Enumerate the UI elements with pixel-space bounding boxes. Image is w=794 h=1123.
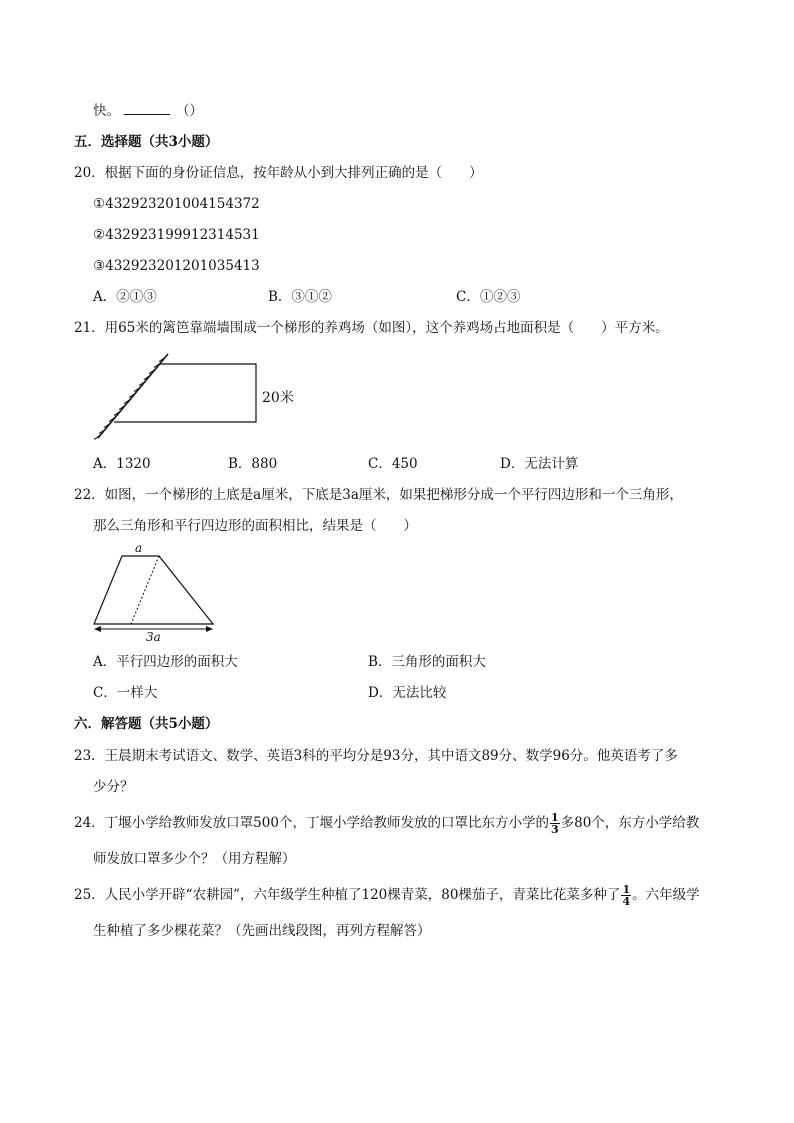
option-d: D．无法比较 [368,685,447,701]
option-a: A．②①③ [93,289,157,305]
stem-text: 。六年级学 [632,887,700,903]
section-title: 六．解答题（共5小题） [74,716,219,732]
option-a: A．1320 [93,456,151,472]
question-stem: 23．王晨期末考试语文、数学、英语3科的平均分是93分，其中语文89分、数学96分。他英语考了多 [74,748,678,764]
fraction-numerator: 1 [622,883,631,896]
stem-text: 25．人民小学开辟“农耕园”，六年级学生种植了120棵青菜，80棵茄子，青菜比花菜多种了 [74,887,621,903]
question-stem [74,884,700,907]
carry-line-text: 快。 [93,103,120,119]
question-stem-continued: 那么三角形和平行四边形的面积相比，结果是（ ） [93,518,417,534]
question-stem-continued: 少分？ [93,779,134,795]
option-b: B．③①② [268,289,332,305]
option-c: C．①②③ [456,289,521,305]
top-base-label: a [135,541,143,555]
answer-paren: （） [176,103,203,119]
fraction-numerator: 1 [550,811,559,824]
option-c: C．450 [368,456,418,472]
question-stem: 20．根据下面的身份证信息，按年龄从小到大排列正确的是（ ） [74,165,483,181]
question-stem: 22．如图，一个梯形的上底是a厘米，下底是3a厘米，如果把梯形分成一个平行四边形和一个三角形， [74,487,683,503]
question-stem: 21．用65米的篱笆靠端墙围成一个梯形的养鸡场（如图），这个养鸡场占地面积是（ ）平方米。 [74,320,669,336]
id-number-3: ③432923201201035413 [93,258,260,274]
option-b: B．三角形的面积大 [368,654,486,670]
bottom-base-label: 3a [146,630,161,644]
question-stem [74,812,699,835]
question-stem-continued: 师发放口罩多少个？（用方程解） [93,851,296,867]
section-title: 五．选择题（共3小题） [74,134,219,150]
stem-text: 多80个，东方小学给教 [560,815,700,831]
option-c: C．一样大 [93,685,158,701]
fraction-denominator: 4 [622,895,631,908]
question-stem-continued: 生种植了多少棵花菜？（先画出线段图，再列方程解答） [93,923,431,939]
id-number-1: ①432923201004154372 [93,196,260,212]
fraction [550,812,560,835]
stem-text: 24．丁堰小学给教师发放口罩500个，丁堰小学给教师发放的口罩比东方小学的 [74,815,549,831]
carry-line [93,101,203,121]
height-label: 20米 [262,390,294,406]
fraction-denominator: 3 [550,823,559,836]
trapezoid-wall-figure [90,346,310,446]
id-number-2: ②432923199912314531 [93,227,260,243]
fraction [621,884,631,907]
option-a: A．平行四边形的面积大 [93,654,238,670]
option-b: B．880 [228,456,278,472]
trapezoid-figure [88,540,223,645]
option-d: D．无法计算 [500,456,579,472]
answer-blank [124,102,170,115]
